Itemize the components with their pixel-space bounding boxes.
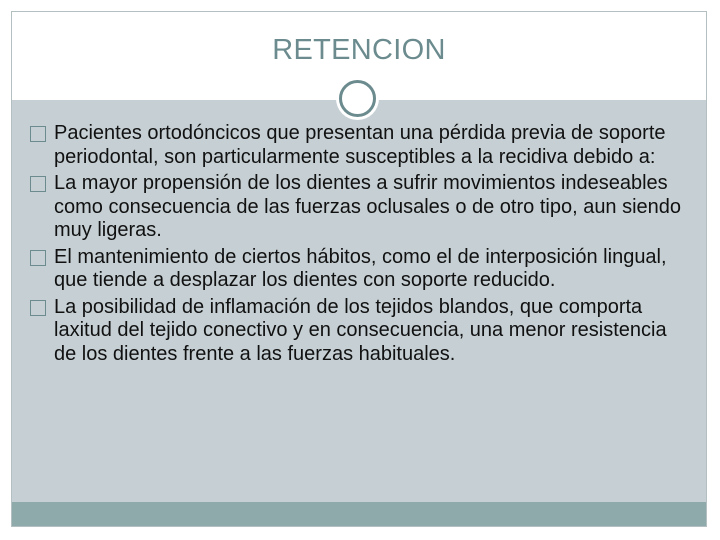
bullet-text: Pacientes ortodóncicos que presentan una pérdida previa de soporte periodontal, son particularmente susceptibles a la recidiva debido a: [54,122,666,168]
bullet-item [30,296,690,367]
square-bullet-icon [30,126,46,142]
square-bullet-icon [30,300,46,316]
bullet-text: La mayor propensión de los dientes a sufrir movimientos indeseables como consecuencia de las fuerzas oclusales o de otro tipo, aun siendo muy ligeras. [54,172,682,241]
square-bullet-icon [30,176,46,192]
square-bullet-icon [30,250,46,266]
bullet-item [30,172,690,243]
bullet-text: La posibilidad de inflamación de los tejidos blandos, que comporta laxitud del tejido conectivo y en consecuencia, una menor resistencia de los dientes frente a las fuerzas habituales. [54,295,667,365]
footer-bar [12,502,706,526]
bullet-text: El mantenimiento de ciertos hábitos, como el de interposición lingual, que tiende a desplazar los dientes con soporte reducido. [54,245,667,291]
bullet-item [30,122,690,169]
slide-title: RETENCION [272,34,446,66]
bullet-list [30,122,690,369]
bullet-item [30,246,690,293]
circle-ornament-icon [339,80,376,117]
